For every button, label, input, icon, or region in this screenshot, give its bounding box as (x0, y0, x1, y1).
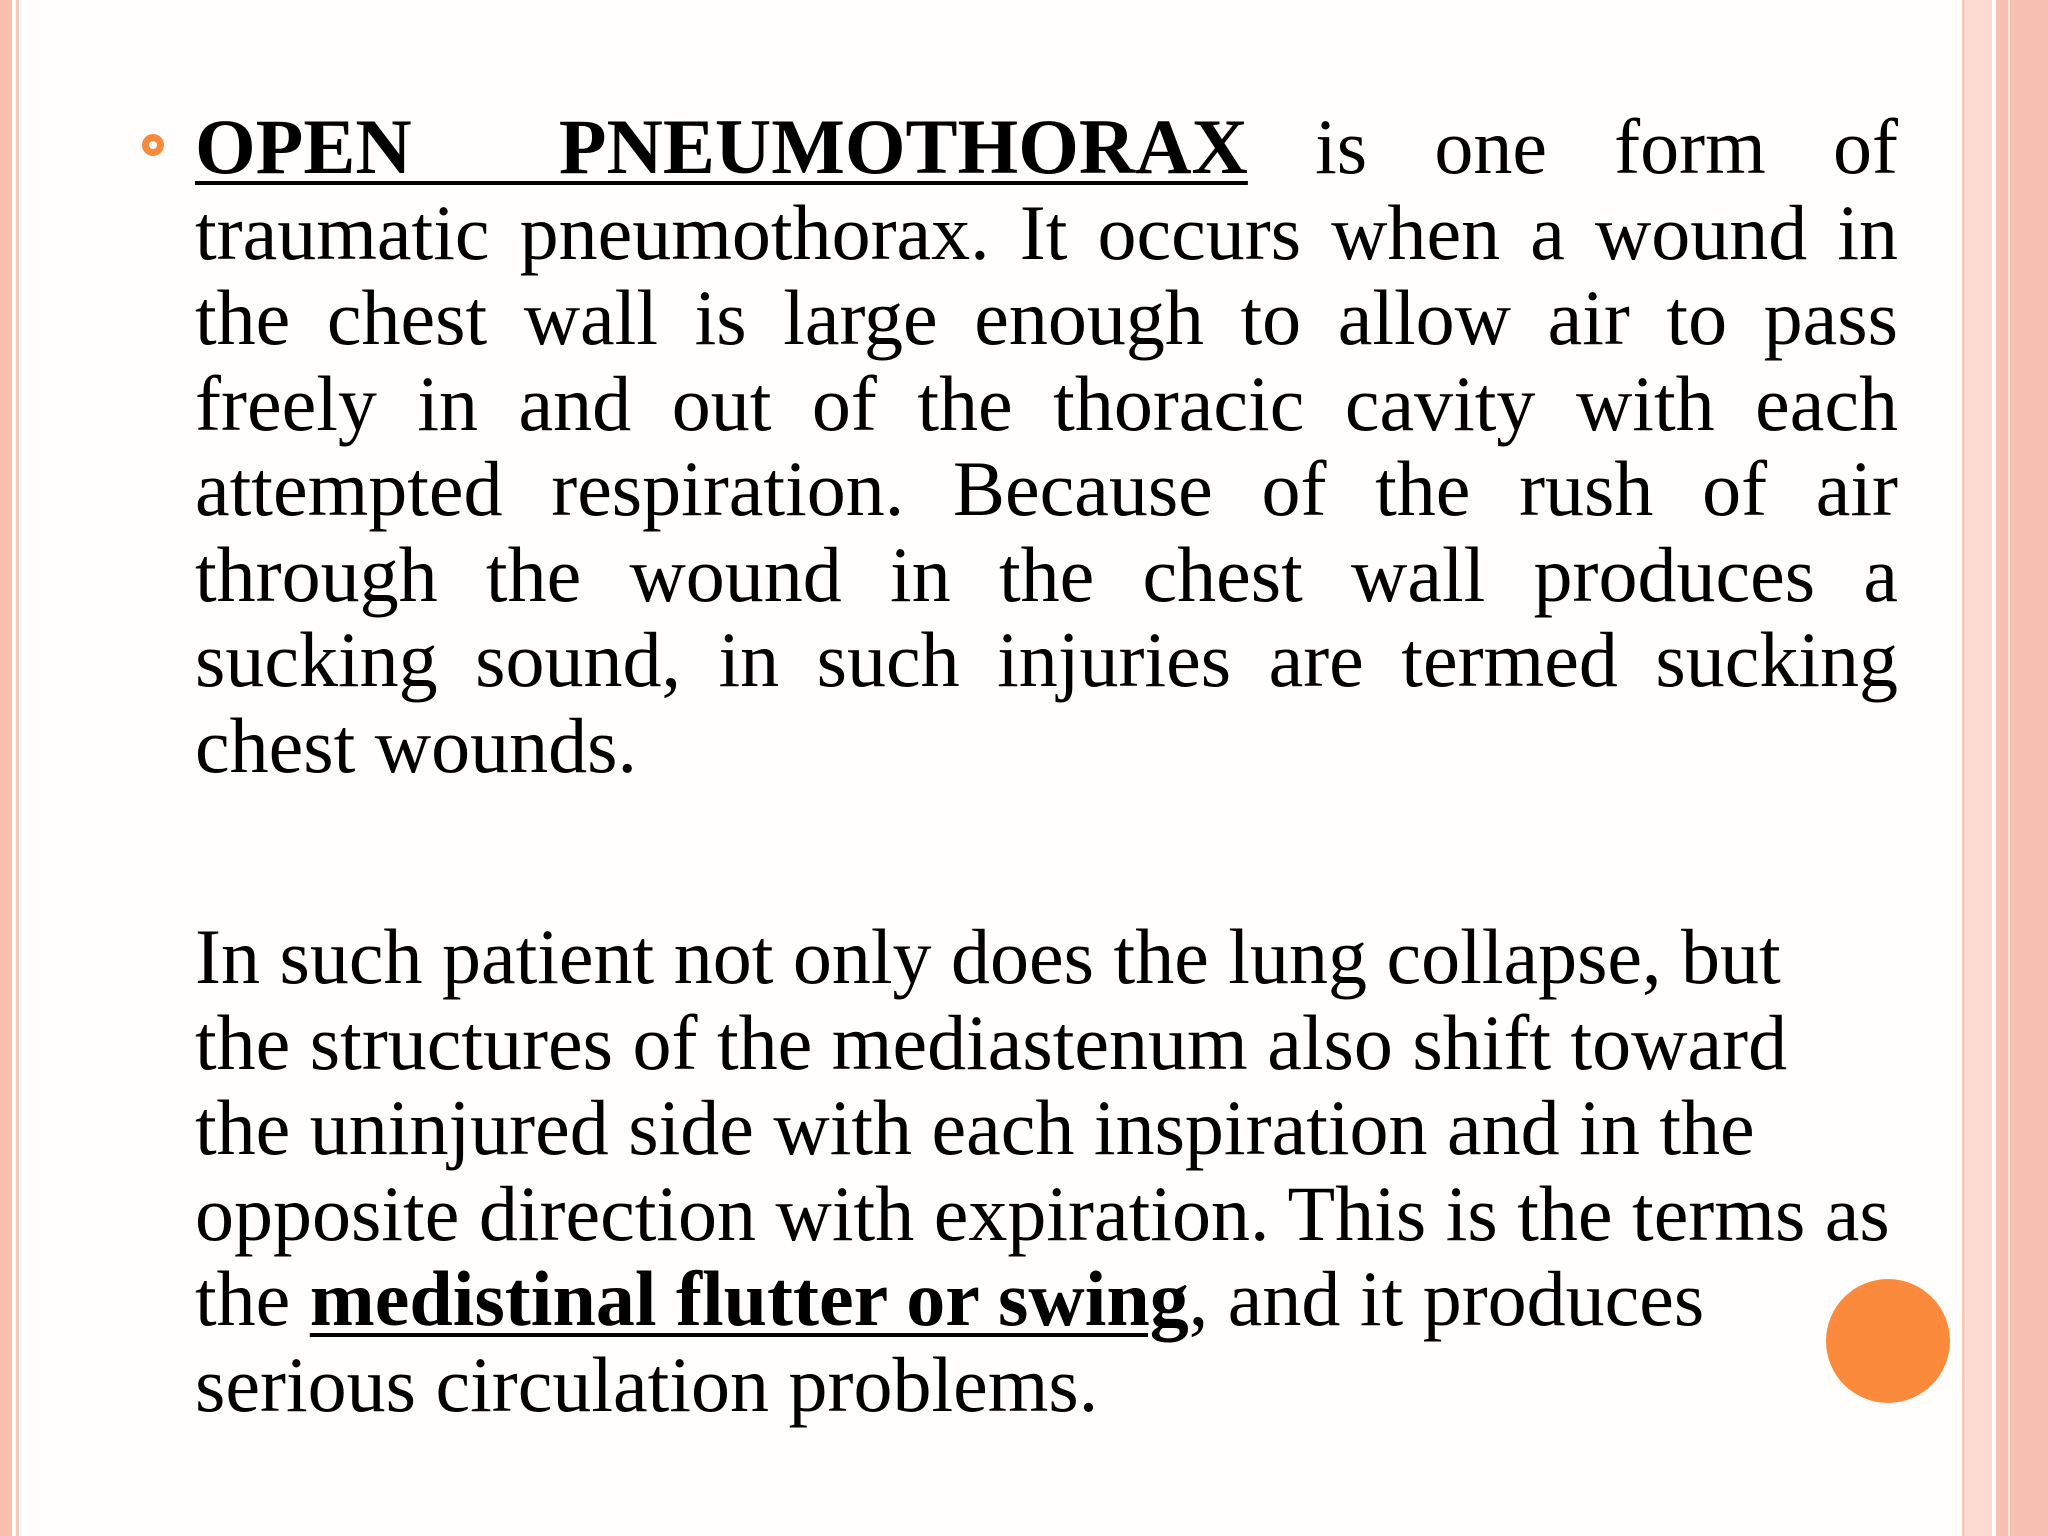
paragraph2-after: , and it produces serious circulation problems. (195, 1255, 1705, 1428)
paragraph-mediastinal-shift (195, 914, 1895, 1427)
left-border (0, 0, 12, 1536)
paragraph-body: traumatic pneumothorax. It occurs when a wound in the chest wall is large enough to allow air to pass freely in and out of the thoracic cavity with each attempted respiration. Because of the rush of air through the wound in the chest wall produces a sucking sound, in such injuries are termed sucking chest wounds. (195, 188, 1898, 789)
term-open-pneumothorax: OPEN PNEUMOTHORAX (195, 103, 1248, 190)
right-border (1996, 0, 2048, 1536)
first-line (195, 104, 1898, 190)
first-line-rest: is one form of (1315, 103, 1898, 190)
right-border-band (1966, 0, 1992, 1536)
right-border-line (1962, 0, 1965, 1536)
right-border-divider (2008, 0, 2010, 1536)
decorative-orange-circle (1826, 1279, 1950, 1403)
bullet-ring-icon (142, 134, 164, 156)
paragraph-open-pneumothorax (195, 104, 1898, 788)
paragraph2-before: In such patient not only does the lung collapse, but the structures of the mediastenum also shift toward the uninjured side with each inspiration and in the opposite direction with expiration. This is the terms as the (195, 913, 1890, 1342)
left-border-line (16, 0, 19, 1536)
term-medistinal-flutter: medistinal flutter or swing (309, 1255, 1189, 1342)
